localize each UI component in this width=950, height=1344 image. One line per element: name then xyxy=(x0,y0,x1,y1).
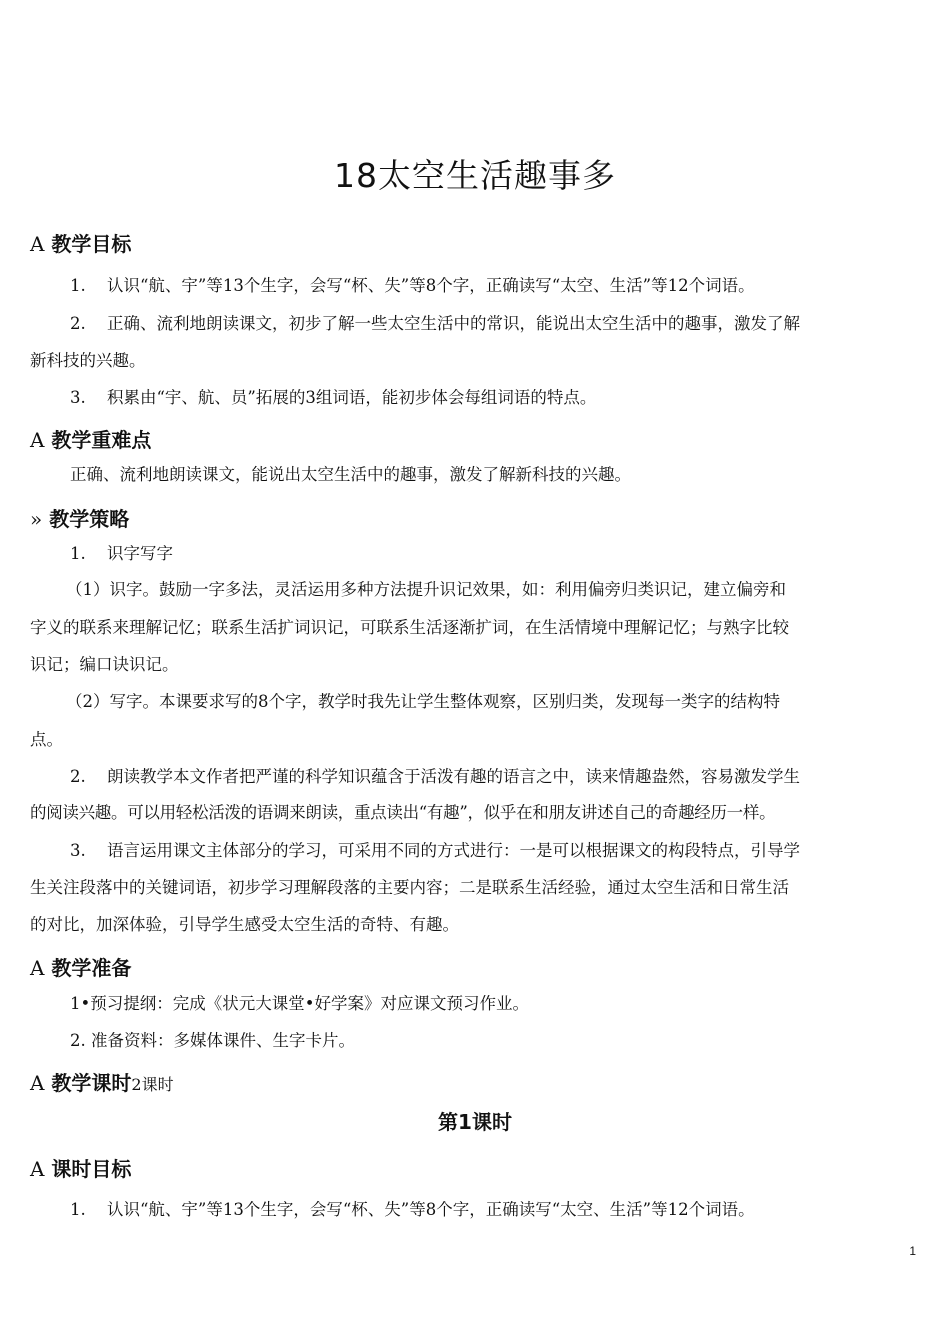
item-number: 3. xyxy=(70,841,86,860)
goal-item-2-continuation: 新科技的兴趣。 xyxy=(30,351,146,370)
item-number: 1. xyxy=(70,1200,86,1219)
item-number: 1. xyxy=(70,544,86,563)
heading-marker: » xyxy=(30,507,43,531)
preparation-heading xyxy=(30,954,131,982)
item-text: 认识“航、宇”等13个生字，会写“杯、失”等8个字，正确读写“太空、生活”等12个词语。 xyxy=(107,1200,755,1219)
heading-text: 教学策略 xyxy=(49,507,130,531)
item-text: 朗读教学本文作者把严谨的科学知识蕴含于活泼有趣的语言之中，读来情趣盎然，容易激发学生 xyxy=(107,767,800,786)
item-number: 3. xyxy=(70,388,86,407)
strategy-sub1-line-3: 识记；编口诀识记。 xyxy=(30,655,179,674)
item-number: 1. xyxy=(70,276,86,295)
preparation-line-1: 1•预习提纲：完成《状元大课堂•好学案》对应课文预习作业。 xyxy=(70,994,529,1013)
lesson-goals-heading xyxy=(30,1155,131,1183)
strategy-sub2-line-1: （2）写字。本课要求写的8个字，教学时我先让学生整体观察，区别归类，发现每一类字的结构特 xyxy=(66,692,780,711)
item-text: 积累由“宇、航、员”拓展的3组词语，能初步体会每组词语的特点。 xyxy=(107,388,597,407)
heading-text: 教学重难点 xyxy=(51,428,152,452)
item-text: 正确、流利地朗读课文，初步了解一些太空生活中的常识，能说出太空生活中的趣事，激发了解 xyxy=(107,314,800,333)
heading-text: 教学准备 xyxy=(51,956,132,980)
strategy-sub1-line-2: 字义的联系来理解记忆；联系生活扩词识记，可联系生活逐渐扩词，在生活情境中理解记忆；与熟字比较 xyxy=(30,618,789,637)
goals-heading xyxy=(30,230,131,258)
preparation-line-2: 2. 准备资料：多媒体课件、生字卡片。 xyxy=(70,1031,355,1050)
heading-marker: A xyxy=(30,232,45,256)
key-points-text: 正确、流利地朗读课文，能说出太空生活中的趣事，激发了解新科技的兴趣。 xyxy=(70,465,631,484)
heading-marker: A xyxy=(30,428,45,452)
heading-marker: A xyxy=(30,1071,45,1095)
heading-text: 教学目标 xyxy=(51,232,132,256)
document-title: 18太空生活趣事多 xyxy=(334,156,616,195)
item-text: 语言运用课文主体部分的学习，可采用不同的方式进行：一是可以根据课文的构段特点，引导学 xyxy=(107,841,800,860)
item-text: 识字写字 xyxy=(107,544,173,563)
item-number: 2. xyxy=(70,314,86,333)
hours-heading xyxy=(30,1069,174,1099)
heading-marker: A xyxy=(30,956,45,980)
item-text: 认识“航、宇”等13个生字，会写“杯、失”等8个字，正确读写“太空、生活”等12个词语。 xyxy=(107,276,755,295)
lesson-title: 第1课时 xyxy=(438,1110,512,1134)
strategy-item-3-continuation-2: 的对比，加深体验，引导学生感受太空生活的奇特、有趣。 xyxy=(30,915,459,934)
item-number: 2. xyxy=(70,767,86,786)
key-points-heading xyxy=(30,426,151,454)
strategy-heading xyxy=(30,505,129,533)
strategy-item-3-continuation-1: 生关注段落中的关键词语，初步学习理解段落的主要内容；二是联系生活经验，通过太空生活和日常生活 xyxy=(30,878,789,897)
heading-text: 教学课时 xyxy=(51,1071,132,1095)
page-number: 1 xyxy=(909,1244,916,1258)
heading-marker: A xyxy=(30,1157,45,1181)
heading-text: 课时目标 xyxy=(51,1157,132,1181)
hours-value: 2课时 xyxy=(131,1075,174,1094)
strategy-sub1-line-1: （1）识字。鼓励一字多法，灵活运用多种方法提升识记效果，如：利用偏旁归类识记，建立偏旁和 xyxy=(66,580,786,599)
strategy-sub2-line-2: 点。 xyxy=(30,730,63,749)
strategy-item-2-continuation: 的阅读兴趣。可以用轻松活泼的语调来朗读，重点读出“有趣”，似乎在和朋友讲述自己的奇趣经历一样。 xyxy=(30,803,776,822)
